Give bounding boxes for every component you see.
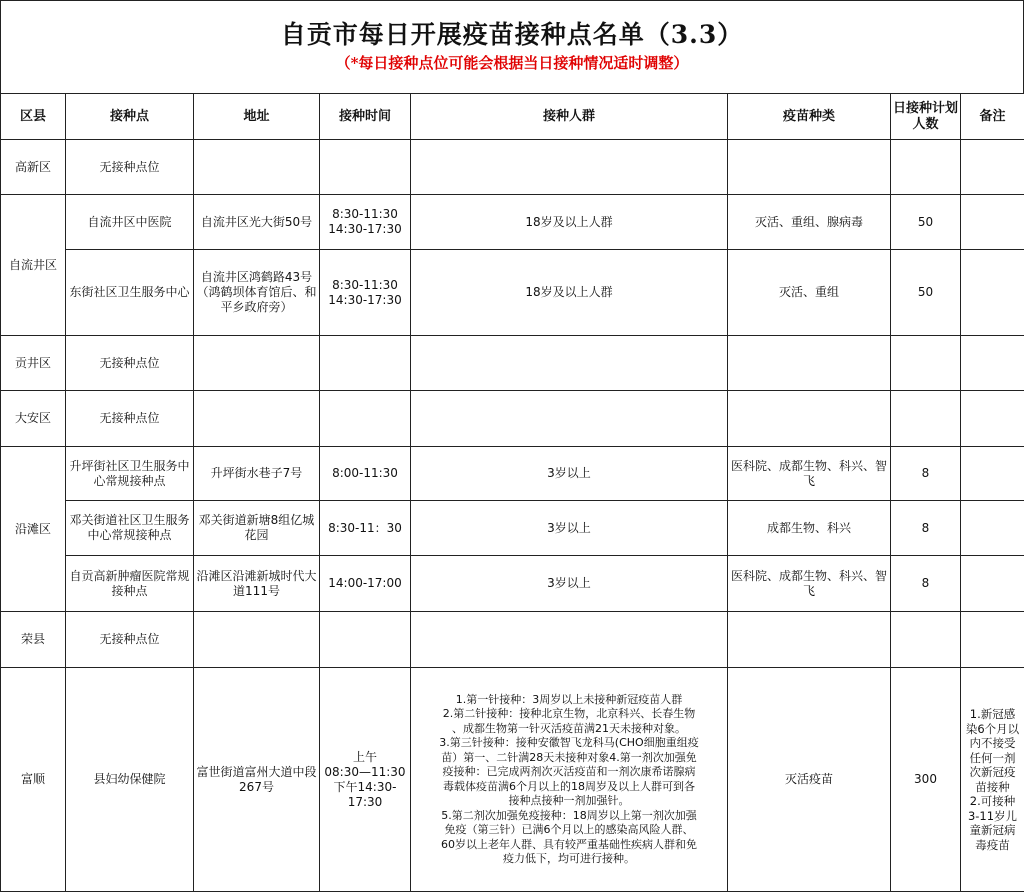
header-address: 地址 [194,94,320,140]
address-cell: 富世街道富州大道中段267号 [194,668,320,892]
district-cell: 富顺 [1,668,66,892]
site-cell: 升坪街社区卫生服务中心常规接种点 [66,447,194,501]
group-cell: 3岁以上 [411,447,728,501]
site-cell: 无接种点位 [66,391,194,447]
table-row [1,556,1024,612]
district-cell: 自流井区 [1,195,66,336]
site-cell: 无接种点位 [66,612,194,668]
header-district: 区县 [1,94,66,140]
district-cell: 荣县 [1,612,66,668]
title-block [0,0,1024,94]
header-row [1,94,1024,140]
count-cell: 8 [891,556,961,612]
table-row [1,140,1024,195]
address-cell: 沿滩区沿滩新城时代大道111号 [194,556,320,612]
district-cell: 贡井区 [1,336,66,391]
header-group: 接种人群 [411,94,728,140]
count-cell: 50 [891,250,961,336]
site-cell: 邓关街道社区卫生服务中心常规接种点 [66,501,194,556]
remark-cell: 1.新冠感 染6个月以 内不接受 任何一剂 次新冠疫 苗接种 2.可接种 3-11岁儿 童新冠病 毒疫苗 [961,668,1024,892]
count-cell: 8 [891,447,961,501]
table-row [1,447,1024,501]
group-cell: 18岁及以上人群 [411,250,728,336]
site-cell: 东街社区卫生服务中心 [66,250,194,336]
district-cell: 沿滩区 [1,447,66,612]
site-cell: 自流井区中医院 [66,195,194,250]
time-cell: 上午 08:30—11:30 下午14:30- 17:30 [320,668,411,892]
count-cell: 50 [891,195,961,250]
group-cell: 18岁及以上人群 [411,195,728,250]
district-cell: 大安区 [1,391,66,447]
district-cell: 高新区 [1,140,66,195]
vaccine-cell: 医科院、成都生物、科兴、智飞 [728,556,891,612]
vaccine-cell: 医科院、成都生物、科兴、智飞 [728,447,891,501]
page-subtitle: （*每日接种点位可能会根据当日接种情况适时调整） [335,54,689,72]
header-count: 日接种计划人数 [891,94,961,140]
count-cell: 300 [891,668,961,892]
page-title: 自贡市每日开展疫苗接种点名单（3.3） [280,20,744,49]
site-cell: 无接种点位 [66,336,194,391]
time-cell: 14:00-17:00 [320,556,411,612]
table-row [1,336,1024,391]
header-site: 接种点 [66,94,194,140]
address-cell: 升坪街水巷子7号 [194,447,320,501]
time-cell: 8:30-11:30 14:30-17:30 [320,250,411,336]
vaccine-cell: 灭活疫苗 [728,668,891,892]
site-cell: 县妇幼保健院 [66,668,194,892]
vaccine-cell: 灭活、重组、腺病毒 [728,195,891,250]
vaccination-table [0,93,1024,892]
table-row [1,391,1024,447]
table-row [1,501,1024,556]
group-cell: 3岁以上 [411,501,728,556]
site-cell: 无接种点位 [66,140,194,195]
header-remark: 备注 [961,94,1024,140]
vaccine-cell: 灭活、重组 [728,250,891,336]
site-cell: 自贡高新肿瘤医院常规接种点 [66,556,194,612]
time-cell: 8:00-11:30 [320,447,411,501]
time-cell: 8:30-11:30 14:30-17:30 [320,195,411,250]
table-row [1,195,1024,250]
address-cell: 邓关街道新塘8组亿城花园 [194,501,320,556]
address-cell: 自流井区鸿鹤路43号（鸿鹤坝体育馆后、和平乡政府旁） [194,250,320,336]
vaccine-cell: 成都生物、科兴 [728,501,891,556]
table-row [1,612,1024,668]
header-vaccine: 疫苗种类 [728,94,891,140]
count-cell: 8 [891,501,961,556]
group-cell: 3岁以上 [411,556,728,612]
header-time: 接种时间 [320,94,411,140]
address-cell: 自流井区光大街50号 [194,195,320,250]
table-row [1,668,1024,892]
group-cell: 1.第一针接种：3周岁以上未接种新冠疫苗人群 2.第二针接种：接种北京生物，北京科兴、长春生物 、成都生物第一针灭活疫苗满21天未接种对象。 3.第三针接种：接种安徽智飞龙科马(CHO细胞重组疫 苗）第一、二针满28天未接种对象4.第一剂次加强免 疫接种：已完成两剂次灭活疫苗和一剂次康希诺腺病 毒载体疫苗满6个月以上的18周岁及以上人群可到各 接种点接种一剂加强针。 5.第二剂次加强免疫接种：18周岁以上第一剂次加强 免疫（第三针）已满6个月以上的感染高风险人群、 60岁以上老年人群、具有较严重基础性疾病人群和免 疫力低下，均可进行接种。 [411,668,728,892]
time-cell: 8:30-11：30 [320,501,411,556]
table-row [1,250,1024,336]
